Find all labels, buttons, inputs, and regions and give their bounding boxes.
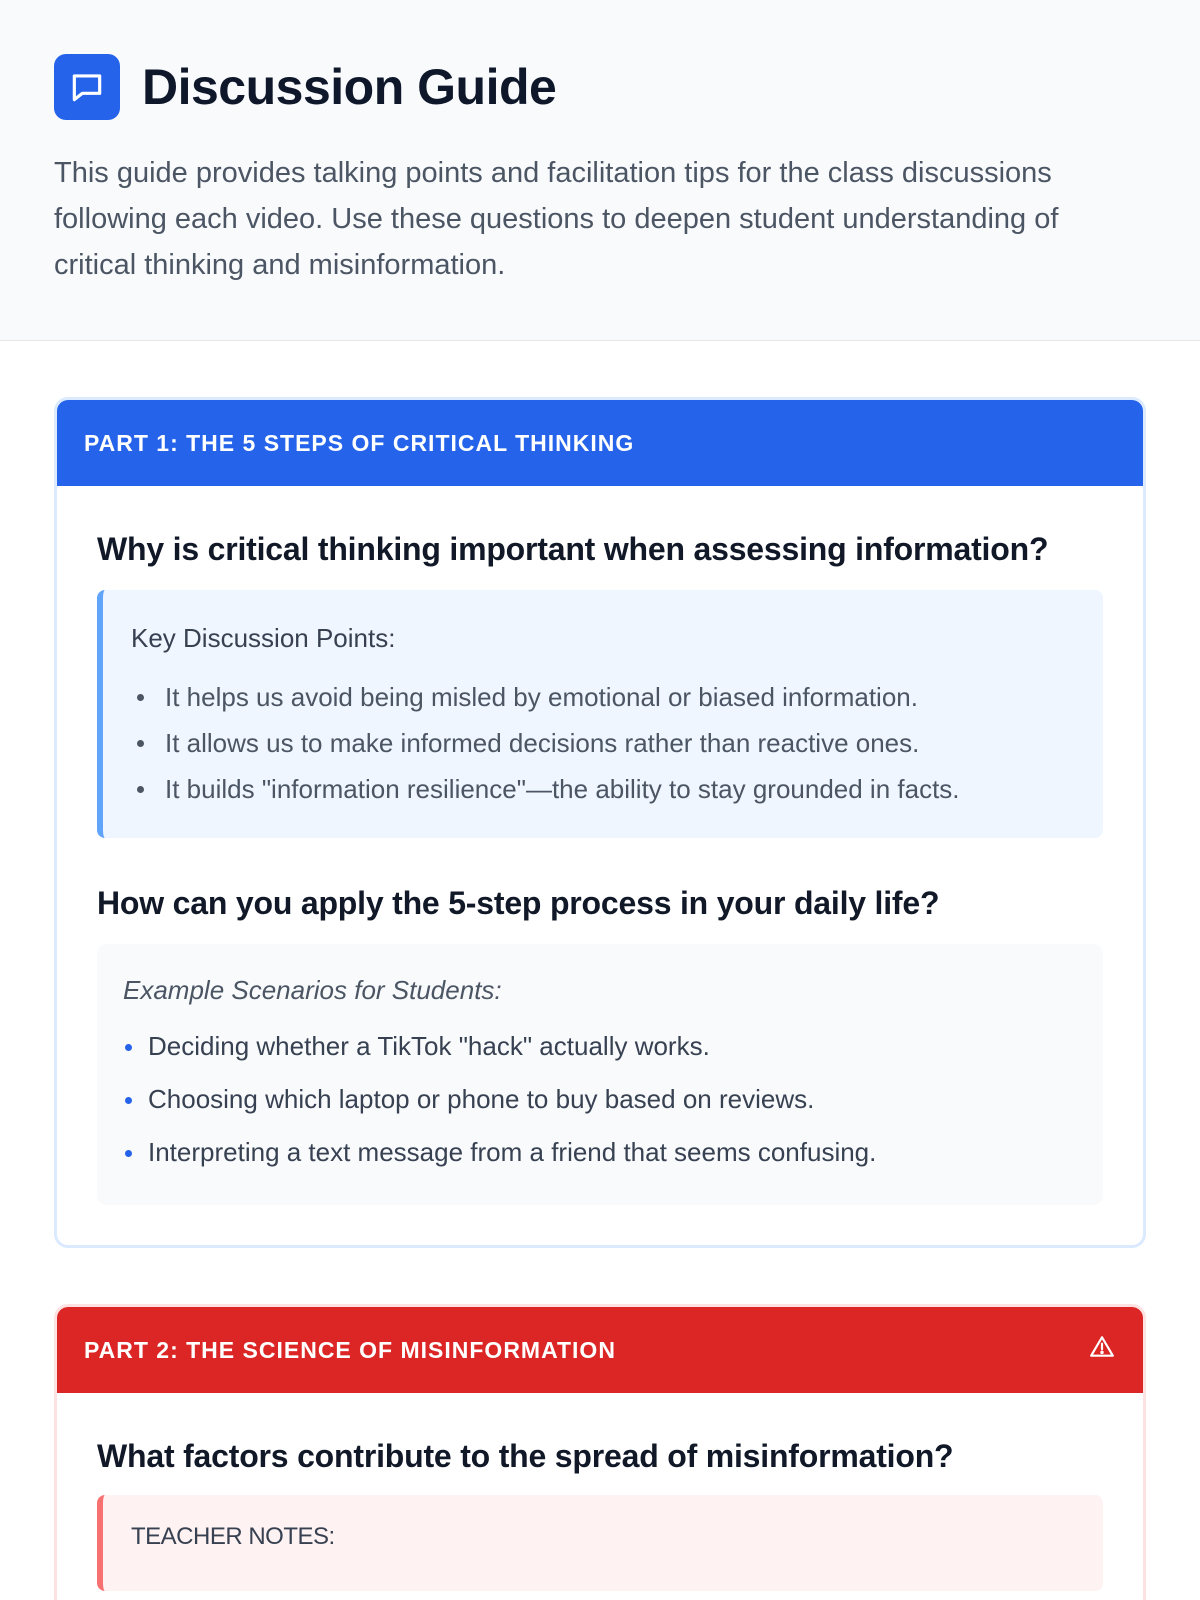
title-row [54,54,1146,120]
page-header [0,0,1200,341]
teacher-notes-box [97,1495,1103,1591]
part2-header [57,1307,1143,1393]
main-content [0,341,1200,1600]
list-item: Interpreting a text message from a friend that seems confusing. [123,1126,1077,1179]
part1-title: PART 1: THE 5 STEPS OF CRITICAL THINKING [84,429,635,456]
list-item: It allows us to make informed decisions rather than reactive ones. [131,720,1073,766]
list-item: It helps us avoid being misled by emotional or biased information. [131,674,1073,720]
part2-title: PART 2: THE SCIENCE OF MISINFORMATION [84,1336,616,1363]
part2-body [57,1393,1143,1600]
list-item: Deciding whether a TikTok "hack" actually works. [123,1020,1077,1073]
key-points-title: Key Discussion Points: [131,623,396,653]
part2-card [54,1304,1146,1600]
teacher-notes-title: TEACHER NOTES: [131,1523,335,1550]
part2-question-1: What factors contribute to the spread of misinformation? [97,1438,954,1474]
key-points-box [97,590,1103,838]
scenarios-list [123,1020,1077,1179]
list-item: Choosing which laptop or phone to buy based on reviews. [123,1073,1077,1126]
chat-bubble-icon [54,54,120,120]
list-item: It builds "information resilience"—the ability to stay grounded in facts. [131,766,1073,812]
part1-body [57,486,1143,1245]
key-points-list [131,674,1073,812]
part1-header [57,400,1143,486]
scenarios-box [97,944,1103,1205]
part1-question-1: Why is critical thinking important when assessing information? [97,531,1049,567]
warning-icon [1089,1334,1115,1366]
scenarios-title: Example Scenarios for Students: [123,975,502,1005]
page-title: Discussion Guide [142,59,557,115]
part1-question-2: How can you apply the 5-step process in your daily life? [97,885,940,921]
intro-text: This guide provides talking points and facilitation tips for the class discussions following each video. Use these questions to deepen student understanding of critical thinking and misinformation. [54,157,1059,281]
part1-card [54,397,1146,1248]
